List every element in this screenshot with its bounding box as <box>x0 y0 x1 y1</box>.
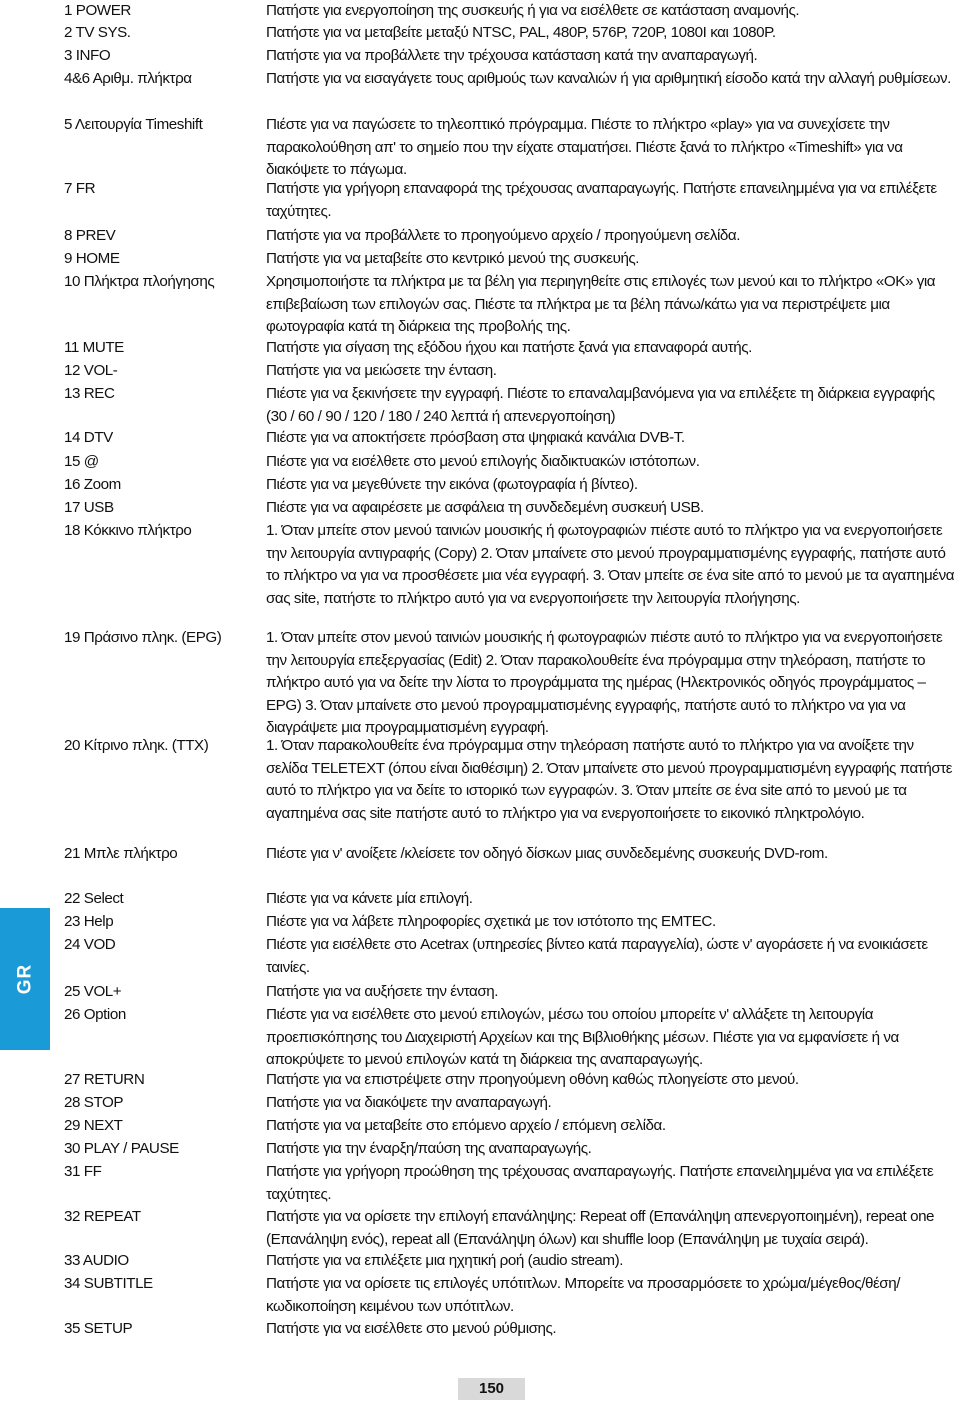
entry-description: Πατήστε για να διακόψετε την αναπαραγωγή. <box>266 1094 552 1111</box>
entry-description: Πατήστε για να μεταβείτε στο επόμενο αρχείο / επόμενη σελίδα. <box>266 1117 666 1134</box>
entry-description: Πιέστε για να μεγεθύνετε την εικόνα (φωτογραφία ή βίντεο). <box>266 476 638 493</box>
entry-description: Πατήστε για να μεταβείτε στο κεντρικό μενού της συσκευής. <box>266 250 640 267</box>
entry-key: 14 DTV <box>64 429 113 446</box>
entry-key: 13 REC <box>64 385 115 402</box>
entry-key: 3 INFO <box>64 47 111 64</box>
entry-description: Πατήστε για την έναρξη/παύση της αναπαραγωγής. <box>266 1140 592 1157</box>
entry-key: 15 @ <box>64 453 99 470</box>
entry-key: 27 RETURN <box>64 1071 145 1088</box>
entry-description: Χρησιμοποιήστε τα πλήκτρα με τα βέλη για περιηγηθείτε στις επιλογές των μενού και το πλήκτρο «OK» για επιβεβαίωση των επιλογών σας. Πιέστε τα πλήκτρα με τα βέλη πάνω/κάτω για να περιστρέψετε μια φωτογραφία κατά τη διάρκεια της προβολής της. <box>266 273 936 336</box>
entry-description: Πιέστε για να εισέλθετε στο μενού επιλογών, μέσω του οποίου μπορείτε ν' αλλάξετε τη λειτουργία προεπισκόπησης του Διαχειριστή Αρχείων και της Βιβλιοθήκης μέσων. Πιέστε για να εμφανίσετε ή να αποκρύψετε το μενού επιλογών κατά τη διάρκεια της αναπαραγωγής. <box>266 1006 899 1069</box>
entry-key: 25 VOL+ <box>64 983 122 1000</box>
entry-description: 1. Όταν παρακολουθείτε ένα πρόγραμμα στην τηλεόραση πατήστε αυτό το πλήκτρο για να ανοίξετε την σελίδα TELETEXT (όπου είναι διαθέσιμη) 2. Όταν μπαίνετε στο μενού προγραμματισμένη εγγραφής πατήστε αυτό το πλήκτρο για να δείτε το ιστορικό των εγγραφών. 3. Όταν μπείτε σε ένα site από το μενού με τα αγαπημένα σας site πατήστε αυτό το πλήκτρο για να ενεργοποιήσετε το εικονικό πληκτρολόγιο. <box>266 737 953 822</box>
language-tab <box>0 908 50 1050</box>
entry-key: 11 MUTE <box>64 339 124 356</box>
entry-key: 16 Zoom <box>64 476 121 493</box>
entry-description: Πατήστε για να προβάλλετε το προηγούμενο αρχείο / προηγούμενη σελίδα. <box>266 227 741 244</box>
entry-description: Πατήστε για γρήγορη προώθηση της τρέχουσας αναπαραγωγής. Πατήστε επανειλημμένα για να επιλέξετε ταχύτητες. <box>266 1163 934 1203</box>
entry-key: 30 PLAY / PAUSE <box>64 1140 179 1157</box>
entry-key: 33 AUDIO <box>64 1252 129 1269</box>
entry-key: 22 Select <box>64 890 124 907</box>
entry-description: Πιέστε για να αφαιρέσετε με ασφάλεια τη συνδεδεμένη συσκευή USB. <box>266 499 704 516</box>
entry-description: Πατήστε για να μεταβείτε μεταξύ NTSC, PAL, 480P, 576P, 720P, 1080I και 1080P. <box>266 24 776 41</box>
page-number: 150 <box>458 1378 525 1400</box>
entry-description: Πατήστε για σίγαση της εξόδου ήχου και πατήστε ξανά για επαναφορά αυτής. <box>266 339 752 356</box>
entry-key: 26 Option <box>64 1006 126 1023</box>
entry-key: 1 POWER <box>64 2 131 19</box>
entry-key: 28 STOP <box>64 1094 124 1111</box>
entry-description: Πατήστε για να αυξήσετε την ένταση. <box>266 983 499 1000</box>
entry-description: Πατήστε για να ορίσετε τις επιλογές υπότιτλων. Μπορείτε να προσαρμόσετε το χρώμα/μέγεθος/θέση/ κωδικοποίηση κειμένου των υπότιτλων. <box>266 1275 900 1315</box>
entry-key: 31 FF <box>64 1163 102 1180</box>
entry-description: Πατήστε για να εισέλθετε στο μενού ρύθμισης. <box>266 1320 557 1337</box>
entry-key: 34 SUBTITLE <box>64 1275 153 1292</box>
entry-key: 19 Πράσινο πληκ. (EPG) <box>64 629 222 646</box>
entry-description: Πιέστε για να λάβετε πληροφορίες σχετικά με τον ιστότοπο της EMTEC. <box>266 913 716 930</box>
entry-description: Πιέστε για να αποκτήσετε πρόσβαση στα ψηφιακά κανάλια DVB-T. <box>266 429 685 446</box>
language-tab-label: GR <box>14 963 35 995</box>
entry-key: 12 VOL- <box>64 362 118 379</box>
entry-key: 5 Λειτουργία Timeshift <box>64 116 203 133</box>
entry-key: 17 USB <box>64 499 114 516</box>
entry-description: 1. Όταν μπείτε στον μενού ταινιών μουσικής ή φωτογραφιών πιέστε αυτό το πλήκτρο για να ενεργοποιήσετε την λειτουργία επεξεργασίας (Edit) 2. Όταν παρακολουθείτε ένα πρόγραμμα στην τηλεόραση, πατήστε το πλήκτρο αυτό για να δείτε την λίστα το προγράμματα της ημέρας (Ηλεκτρονικός οδηγός προγράμματος – EPG) 3. Όταν μπαίνετε στο μενού προγραμματισμένης εγγραφής, πατήστε αυτό το πλήκτρο να για να διαγράψετε μια προγραμματισμένη εγγραφή. <box>266 629 943 737</box>
entry-key: 4&6 Αριθμ. πλήκτρα <box>64 70 192 87</box>
entry-description: Πατήστε για γρήγορη επαναφορά της τρέχουσας αναπαραγωγής. Πατήστε επανειλημμένα για να επιλέξετε ταχύτητες. <box>266 180 937 220</box>
entry-description: Πατήστε για ενεργοποίηση της συσκευής ή για να εισέλθετε σε κατάσταση αναμονής. <box>266 2 800 19</box>
entry-description: Πατήστε για να επιστρέψετε στην προηγούμενη οθόνη καθώς πλοηγείστε στο μενού. <box>266 1071 799 1088</box>
entry-description: Πιέστε για να κάνετε μία επιλογή. <box>266 890 473 907</box>
entry-description: Πιέστε για να παγώσετε το τηλεοπτικό πρόγραμμα. Πιέστε το πλήκτρο «play» για να συνεχίσετε την παρακολούθηση απ' το σημείο που την είχατε σταματήσει. Πιέστε ξανά το πλήκτρο «Timeshift» για να διακόψετε το πάγωμα. <box>266 116 903 179</box>
entry-description: Πατήστε για να ορίσετε την επιλογή επανάληψης: Repeat off (Επανάληψη απενεργοποιημένη), repeat one (Επανάληψη ενός), repeat all (Επανάληψη όλων) και shuffle loop (Επανάληψη με τυχαία σειρά). <box>266 1208 935 1248</box>
entry-key: 35 SETUP <box>64 1320 133 1337</box>
entry-key: 9 HOME <box>64 250 120 267</box>
entry-key: 7 FR <box>64 180 96 197</box>
entry-description: Πατήστε για να εισαγάγετε τους αριθμούς των καναλιών ή για αριθμητική είσοδο κατά την αλλαγή ρυθμίσεων. <box>266 70 951 87</box>
entry-description: Πιέστε για ν' ανοίξετε /κλείσετε τον οδηγό δίσκων μιας συνδεδεμένης συσκευής DVD-rom. <box>266 845 828 862</box>
entry-description: Πιέστε για εισέλθετε στο Acetrax (υπηρεσίες βίντεο κατά παραγγελία), ώστε ν' αγοράσετε ή να ενοικιάσετε ταινίες. <box>266 936 928 976</box>
entry-key: 24 VOD <box>64 936 116 953</box>
entry-description: Πιέστε για να εισέλθετε στο μενού επιλογής διαδικτυακών ιστότοπων. <box>266 453 700 470</box>
entry-key: 20 Κίτρινο πληκ. (TTX) <box>64 737 209 754</box>
entry-key: 29 NEXT <box>64 1117 123 1134</box>
entry-key: 21 Μπλε πλήκτρο <box>64 845 178 862</box>
entry-key: 18 Κόκκινο πλήκτρο <box>64 522 192 539</box>
entry-description: Πατήστε για να επιλέξετε μια ηχητική ροή (audio stream). <box>266 1252 623 1269</box>
entry-key: 32 REPEAT <box>64 1208 141 1225</box>
entry-description: Πατήστε για να προβάλλετε την τρέχουσα κατάσταση κατά την αναπαραγωγή. <box>266 47 758 64</box>
entry-description: 1. Όταν μπείτε στον μενού ταινιών μουσικής ή φωτογραφιών πιέστε αυτό το πλήκτρο για να ενεργοποιήσετε την λειτουργία αντιγραφής (Copy) 2. Όταν μπαίνετε στο μενού προγραμματισμένης εγγραφής, πατήστε αυτό το πλήκτρο να για να προσθέσετε μια νέα εγγραφή. 3. Όταν μπείτε σε ένα site από το μενού με τα αγαπημένα σας site, πατήστε το πλήκτρο αυτό για να ενεργοποιήσετε την λειτουργία πλοήγησης. <box>266 522 955 607</box>
entry-description: Πατήστε για να μειώσετε την ένταση. <box>266 362 497 379</box>
entry-key: 10 Πλήκτρα πλοήγησης <box>64 273 215 290</box>
entry-key: 2 TV SYS. <box>64 24 131 41</box>
entry-key: 8 PREV <box>64 227 116 244</box>
entry-description: Πιέστε για να ξεκινήσετε την εγγραφή. Πιέστε το επαναλαμβανόμενα για να επιλέξετε τη διάρκεια εγγραφής (30 / 60 / 90 / 120 / 180 / 240 λεπτά ή απενεργοποίηση) <box>266 385 935 425</box>
entry-key: 23 Help <box>64 913 114 930</box>
